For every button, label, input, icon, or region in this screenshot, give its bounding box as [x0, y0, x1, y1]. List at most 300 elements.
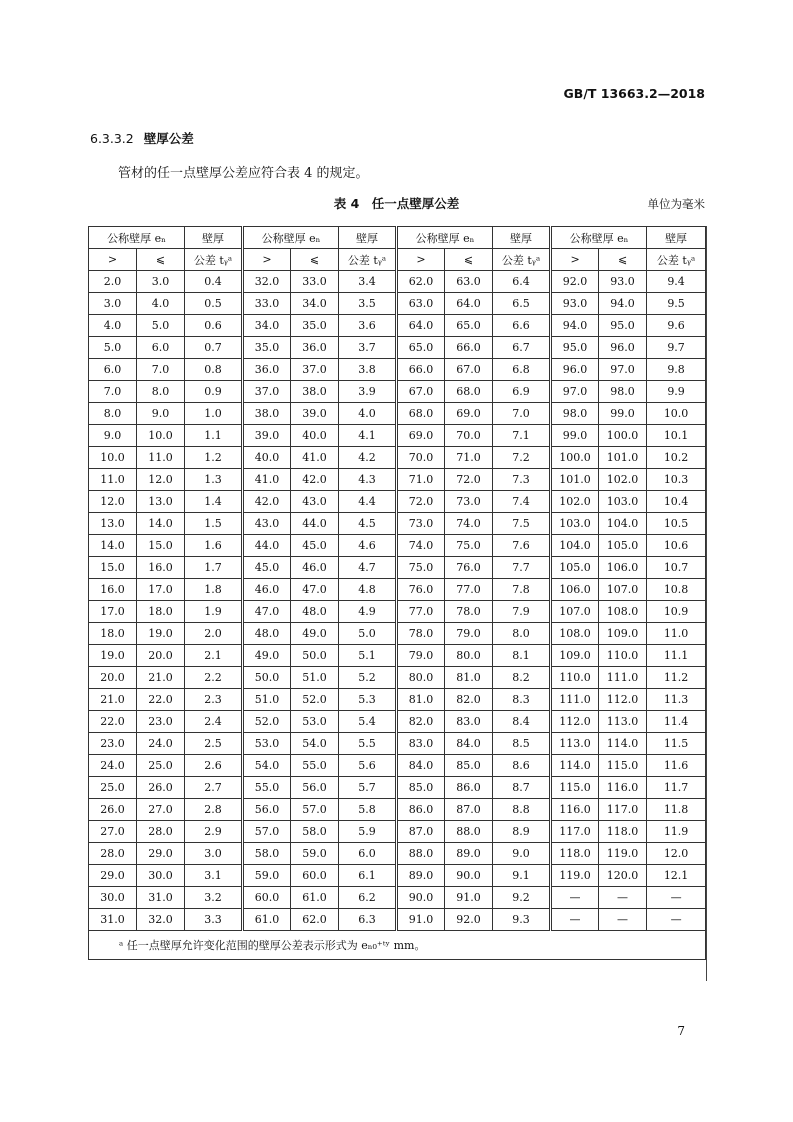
table-cell: 63.0	[445, 271, 493, 293]
table-cell: 12.0	[647, 843, 706, 865]
table-cell: 89.0	[397, 865, 445, 887]
table-cell: 11.7	[647, 777, 706, 799]
table-cell: 48.0	[291, 601, 339, 623]
table-row	[89, 777, 706, 799]
table-cell: 5.1	[339, 645, 397, 667]
table-cell: 8.0	[89, 403, 137, 425]
table-cell: 74.0	[445, 513, 493, 535]
table-row	[89, 513, 706, 535]
table-cell: 83.0	[397, 733, 445, 755]
table-cell: —	[647, 909, 706, 931]
table-cell: 10.4	[647, 491, 706, 513]
table-cell: 68.0	[397, 403, 445, 425]
table-cell: 12.0	[137, 469, 185, 491]
table-cell: 81.0	[445, 667, 493, 689]
table-row	[89, 865, 706, 887]
table-cell: 77.0	[445, 579, 493, 601]
section-heading	[90, 129, 194, 147]
table-cell: 9.3	[493, 909, 551, 931]
table-cell: 18.0	[89, 623, 137, 645]
table-cell: 36.0	[243, 359, 291, 381]
table-cell: 34.0	[291, 293, 339, 315]
table-cell: 72.0	[397, 491, 445, 513]
table-cell: 84.0	[397, 755, 445, 777]
table-cell: 63.0	[397, 293, 445, 315]
tolerance-header-top: 壁厚	[493, 227, 551, 249]
table-row	[89, 359, 706, 381]
table-cell: 89.0	[445, 843, 493, 865]
table-cell: 2.9	[185, 821, 243, 843]
table-cell: 60.0	[243, 887, 291, 909]
table-cell: 47.0	[291, 579, 339, 601]
table-cell: 6.0	[339, 843, 397, 865]
table-cell: 7.0	[137, 359, 185, 381]
tolerance-header-bottom: 公差 tᵧᵃ	[647, 249, 706, 271]
table-cell: 61.0	[243, 909, 291, 931]
table-cell: 114.0	[551, 755, 599, 777]
table-cell: 85.0	[397, 777, 445, 799]
table-cell: 11.9	[647, 821, 706, 843]
table-cell: 6.6	[493, 315, 551, 337]
table-cell: 30.0	[137, 865, 185, 887]
table-cell: 45.0	[243, 557, 291, 579]
table-cell: 40.0	[291, 425, 339, 447]
table-cell: 75.0	[397, 557, 445, 579]
table-cell: 53.0	[291, 711, 339, 733]
table-caption: 表 4 任一点壁厚公差	[333, 196, 460, 211]
table-cell: 59.0	[243, 865, 291, 887]
table-cell: 2.0	[89, 271, 137, 293]
table-cell: 69.0	[445, 403, 493, 425]
table-cell: 16.0	[89, 579, 137, 601]
table-cell: 80.0	[397, 667, 445, 689]
table-cell: 32.0	[243, 271, 291, 293]
table-cell: 42.0	[243, 491, 291, 513]
table-cell: 79.0	[397, 645, 445, 667]
table-cell: 40.0	[243, 447, 291, 469]
table-cell: 18.0	[137, 601, 185, 623]
table-cell: 0.4	[185, 271, 243, 293]
table-cell: 8.5	[493, 733, 551, 755]
table-row	[89, 469, 706, 491]
table-cell: 6.4	[493, 271, 551, 293]
table-cell: 16.0	[137, 557, 185, 579]
table-cell: 9.6	[647, 315, 706, 337]
table-cell: 5.6	[339, 755, 397, 777]
table-row	[89, 799, 706, 821]
nominal-wall-header: 公称壁厚 eₙ	[397, 227, 493, 249]
table-cell: 118.0	[551, 843, 599, 865]
table-cell: 90.0	[397, 887, 445, 909]
table-cell: 108.0	[551, 623, 599, 645]
table-cell: 8.0	[493, 623, 551, 645]
table-cell: 103.0	[551, 513, 599, 535]
table-cell: 29.0	[137, 843, 185, 865]
table-cell: 3.8	[339, 359, 397, 381]
section-number: 6.3.3.2	[90, 131, 134, 146]
table-cell: 87.0	[445, 799, 493, 821]
table-cell: 38.0	[291, 381, 339, 403]
table-cell: 10.0	[647, 403, 706, 425]
table-cell: 8.2	[493, 667, 551, 689]
table-cell: 66.0	[445, 337, 493, 359]
table-cell: 23.0	[89, 733, 137, 755]
table-cell: 4.9	[339, 601, 397, 623]
table-cell: 5.3	[339, 689, 397, 711]
table-cell: 10.6	[647, 535, 706, 557]
table-cell: 119.0	[599, 843, 647, 865]
table-cell: 101.0	[551, 469, 599, 491]
table-cell: 9.0	[89, 425, 137, 447]
table-cell: 43.0	[291, 491, 339, 513]
table-cell: 93.0	[599, 271, 647, 293]
table-cell: 15.0	[89, 557, 137, 579]
table-cell: 113.0	[551, 733, 599, 755]
table-cell: 15.0	[137, 535, 185, 557]
nominal-wall-header: 公称壁厚 eₙ	[243, 227, 339, 249]
table-cell: 91.0	[397, 909, 445, 931]
table-cell: —	[551, 909, 599, 931]
table-cell: 78.0	[397, 623, 445, 645]
table-cell: 5.5	[339, 733, 397, 755]
table-row	[89, 293, 706, 315]
table-cell: 4.5	[339, 513, 397, 535]
table-cell: 96.0	[599, 337, 647, 359]
table-cell: 3.0	[185, 843, 243, 865]
table-cell: 3.9	[339, 381, 397, 403]
table-cell: 10.9	[647, 601, 706, 623]
table-cell: 94.0	[551, 315, 599, 337]
table-cell: 3.6	[339, 315, 397, 337]
table-cell: 49.0	[291, 623, 339, 645]
table-cell: 4.3	[339, 469, 397, 491]
table-cell: 99.0	[599, 403, 647, 425]
table-cell: 10.0	[89, 447, 137, 469]
table-row	[89, 689, 706, 711]
table-cell: 42.0	[291, 469, 339, 491]
less-equal-header: ⩽	[445, 249, 493, 271]
table-cell: 7.5	[493, 513, 551, 535]
table-cell: 51.0	[243, 689, 291, 711]
table-row	[89, 579, 706, 601]
table-cell: 72.0	[445, 469, 493, 491]
table-unit: 单位为毫米	[647, 197, 705, 211]
table-cell: 114.0	[599, 733, 647, 755]
table-cell: 88.0	[397, 843, 445, 865]
table-cell: 112.0	[599, 689, 647, 711]
less-equal-header: ⩽	[599, 249, 647, 271]
table-cell: 95.0	[551, 337, 599, 359]
table-cell: 101.0	[599, 447, 647, 469]
table-cell: 82.0	[445, 689, 493, 711]
table-cell: 58.0	[291, 821, 339, 843]
table-cell: 2.6	[185, 755, 243, 777]
table-cell: 19.0	[137, 623, 185, 645]
tolerance-table	[88, 226, 706, 960]
greater-than-header: >	[397, 249, 445, 271]
table-cell: 109.0	[599, 623, 647, 645]
table-cell: 6.5	[493, 293, 551, 315]
table-row	[89, 425, 706, 447]
table-row	[89, 887, 706, 909]
table-row	[89, 447, 706, 469]
table-cell: 79.0	[445, 623, 493, 645]
table-cell: 1.3	[185, 469, 243, 491]
table-cell: 7.7	[493, 557, 551, 579]
table-row	[89, 711, 706, 733]
table-cell: 10.2	[647, 447, 706, 469]
table-cell: 110.0	[599, 645, 647, 667]
table-cell: 12.1	[647, 865, 706, 887]
table-cell: 0.8	[185, 359, 243, 381]
table-cell: 81.0	[397, 689, 445, 711]
table-cell: 97.0	[551, 381, 599, 403]
table-cell: 9.8	[647, 359, 706, 381]
table-cell: 115.0	[599, 755, 647, 777]
table-cell: 107.0	[551, 601, 599, 623]
table-cell: 100.0	[599, 425, 647, 447]
table-cell: 33.0	[291, 271, 339, 293]
table-cell: 26.0	[137, 777, 185, 799]
table-cell: 25.0	[89, 777, 137, 799]
table-cell: 8.9	[493, 821, 551, 843]
table-cell: 48.0	[243, 623, 291, 645]
table-cell: 23.0	[137, 711, 185, 733]
table-cell: 35.0	[243, 337, 291, 359]
table-row	[89, 381, 706, 403]
table-cell: 3.0	[89, 293, 137, 315]
table-cell: 3.7	[339, 337, 397, 359]
table-cell: 53.0	[243, 733, 291, 755]
table-cell: 100.0	[551, 447, 599, 469]
table-cell: 1.4	[185, 491, 243, 513]
table-cell: 88.0	[445, 821, 493, 843]
table-cell: 5.0	[339, 623, 397, 645]
tolerance-header-top: 壁厚	[339, 227, 397, 249]
table-cell: 11.1	[647, 645, 706, 667]
table-row	[89, 667, 706, 689]
table-cell: 117.0	[599, 799, 647, 821]
table-cell: 67.0	[445, 359, 493, 381]
table-cell: 9.0	[137, 403, 185, 425]
table-cell: 13.0	[137, 491, 185, 513]
table-cell: 8.1	[493, 645, 551, 667]
table-cell: 7.6	[493, 535, 551, 557]
table-cell: 4.0	[339, 403, 397, 425]
nominal-wall-header: 公称壁厚 eₙ	[551, 227, 647, 249]
table-cell: 1.6	[185, 535, 243, 557]
table-cell: 64.0	[397, 315, 445, 337]
table-cell: 9.0	[493, 843, 551, 865]
table-cell: 93.0	[551, 293, 599, 315]
table-cell: 4.0	[89, 315, 137, 337]
table-cell: —	[551, 887, 599, 909]
table-row	[89, 645, 706, 667]
table-cell: 115.0	[551, 777, 599, 799]
page-number: 7	[677, 1024, 685, 1038]
table-cell: 55.0	[243, 777, 291, 799]
table-cell: 7.8	[493, 579, 551, 601]
table-cell: 7.9	[493, 601, 551, 623]
table-cell: 4.6	[339, 535, 397, 557]
table-row	[89, 315, 706, 337]
table-cell: 1.2	[185, 447, 243, 469]
table-cell: 64.0	[445, 293, 493, 315]
tolerance-header-top: 壁厚	[185, 227, 243, 249]
table-cell: 76.0	[445, 557, 493, 579]
table-cell: 11.4	[647, 711, 706, 733]
table-cell: 8.3	[493, 689, 551, 711]
table-cell: 4.7	[339, 557, 397, 579]
table-cell: 70.0	[397, 447, 445, 469]
table-cell: 4.2	[339, 447, 397, 469]
table-cell: 27.0	[89, 821, 137, 843]
table-cell: 45.0	[291, 535, 339, 557]
standard-number: GB/T 13663.2—2018	[563, 86, 705, 101]
table-cell: 105.0	[599, 535, 647, 557]
table-cell: 56.0	[243, 799, 291, 821]
table-cell: 1.9	[185, 601, 243, 623]
table-cell: 104.0	[599, 513, 647, 535]
table-cell: 46.0	[243, 579, 291, 601]
table-cell: 20.0	[137, 645, 185, 667]
table-cell: 37.0	[291, 359, 339, 381]
table-row	[89, 733, 706, 755]
table-cell: 10.0	[137, 425, 185, 447]
table-cell: 2.4	[185, 711, 243, 733]
table-cell: 2.3	[185, 689, 243, 711]
table-cell: 11.2	[647, 667, 706, 689]
table-cell: 52.0	[291, 689, 339, 711]
table-cell: 1.5	[185, 513, 243, 535]
table-cell: 44.0	[291, 513, 339, 535]
table-cell: 116.0	[551, 799, 599, 821]
table-cell: 6.0	[89, 359, 137, 381]
table-cell: 11.6	[647, 755, 706, 777]
table-row	[89, 403, 706, 425]
table-cell: 6.3	[339, 909, 397, 931]
table-body	[89, 271, 706, 931]
table-cell: 80.0	[445, 645, 493, 667]
table-cell: 6.0	[137, 337, 185, 359]
table-cell: 2.2	[185, 667, 243, 689]
table-cell: 69.0	[397, 425, 445, 447]
less-equal-header: ⩽	[291, 249, 339, 271]
table-cell: 52.0	[243, 711, 291, 733]
table-cell: 1.8	[185, 579, 243, 601]
table-cell: 5.7	[339, 777, 397, 799]
table-cell: 92.0	[445, 909, 493, 931]
table-cell: 10.7	[647, 557, 706, 579]
tolerance-header-bottom: 公差 tᵧᵃ	[493, 249, 551, 271]
table-cell: 55.0	[291, 755, 339, 777]
table-cell: 65.0	[397, 337, 445, 359]
table-cell: 47.0	[243, 601, 291, 623]
table-cell: 0.5	[185, 293, 243, 315]
table-cell: 31.0	[89, 909, 137, 931]
table-cell: 71.0	[397, 469, 445, 491]
table-cell: 2.8	[185, 799, 243, 821]
table-cell: 3.3	[185, 909, 243, 931]
table-cell: 8.7	[493, 777, 551, 799]
table-cell: 21.0	[137, 667, 185, 689]
table-cell: 17.0	[89, 601, 137, 623]
table-cell: 71.0	[445, 447, 493, 469]
table-cell: 54.0	[291, 733, 339, 755]
table-foot	[89, 931, 706, 960]
table-cell: 4.8	[339, 579, 397, 601]
table-cell: 28.0	[137, 821, 185, 843]
table-cell: 43.0	[243, 513, 291, 535]
table-row	[89, 601, 706, 623]
table-cell: 103.0	[599, 491, 647, 513]
tolerance-header-bottom: 公差 tᵧᵃ	[339, 249, 397, 271]
table-cell: 9.2	[493, 887, 551, 909]
table-cell: 86.0	[397, 799, 445, 821]
table-cell: 35.0	[291, 315, 339, 337]
table-cell: 9.9	[647, 381, 706, 403]
tolerance-header-top: 壁厚	[647, 227, 706, 249]
table-cell: 9.5	[647, 293, 706, 315]
table-cell: 102.0	[551, 491, 599, 513]
table-cell: 10.8	[647, 579, 706, 601]
greater-than-header: >	[243, 249, 291, 271]
table-cell: 5.0	[137, 315, 185, 337]
table-cell: 6.2	[339, 887, 397, 909]
table-cell: 59.0	[291, 843, 339, 865]
table-cell: 106.0	[551, 579, 599, 601]
table-head	[89, 227, 706, 271]
table-cell: 66.0	[397, 359, 445, 381]
table-cell: 8.8	[493, 799, 551, 821]
table-cell: —	[599, 887, 647, 909]
table-cell: 11.0	[647, 623, 706, 645]
table-cell: 19.0	[89, 645, 137, 667]
table-cell: 49.0	[243, 645, 291, 667]
table-cell: 108.0	[599, 601, 647, 623]
table-cell: 5.8	[339, 799, 397, 821]
table-cell: 0.7	[185, 337, 243, 359]
table-cell: 22.0	[137, 689, 185, 711]
table-cell: 7.1	[493, 425, 551, 447]
table-cell: 57.0	[243, 821, 291, 843]
table-cell: 3.4	[339, 271, 397, 293]
table-footnote: ᵃ 任一点壁厚允许变化范围的壁厚公差表示形式为 eₙ₀⁺ᵗʸ mm。	[89, 931, 706, 960]
table-cell: 10.3	[647, 469, 706, 491]
table-cell: 6.1	[339, 865, 397, 887]
table-cell: 104.0	[551, 535, 599, 557]
table-cell: 39.0	[291, 403, 339, 425]
table-cell: 68.0	[445, 381, 493, 403]
table-cell: 1.7	[185, 557, 243, 579]
table-row	[89, 557, 706, 579]
table-cell: 28.0	[89, 843, 137, 865]
table-row	[89, 755, 706, 777]
table-cell: 112.0	[551, 711, 599, 733]
table-cell: 10.5	[647, 513, 706, 535]
footnote-row	[89, 931, 706, 960]
table-cell: 6.7	[493, 337, 551, 359]
table-cell: 1.1	[185, 425, 243, 447]
table-cell: 60.0	[291, 865, 339, 887]
table-cell: 95.0	[599, 315, 647, 337]
table-cell: 99.0	[551, 425, 599, 447]
table-row	[89, 491, 706, 513]
greater-than-header: >	[551, 249, 599, 271]
table-cell: 37.0	[243, 381, 291, 403]
table-cell: 12.0	[89, 491, 137, 513]
table-cell: 39.0	[243, 425, 291, 447]
